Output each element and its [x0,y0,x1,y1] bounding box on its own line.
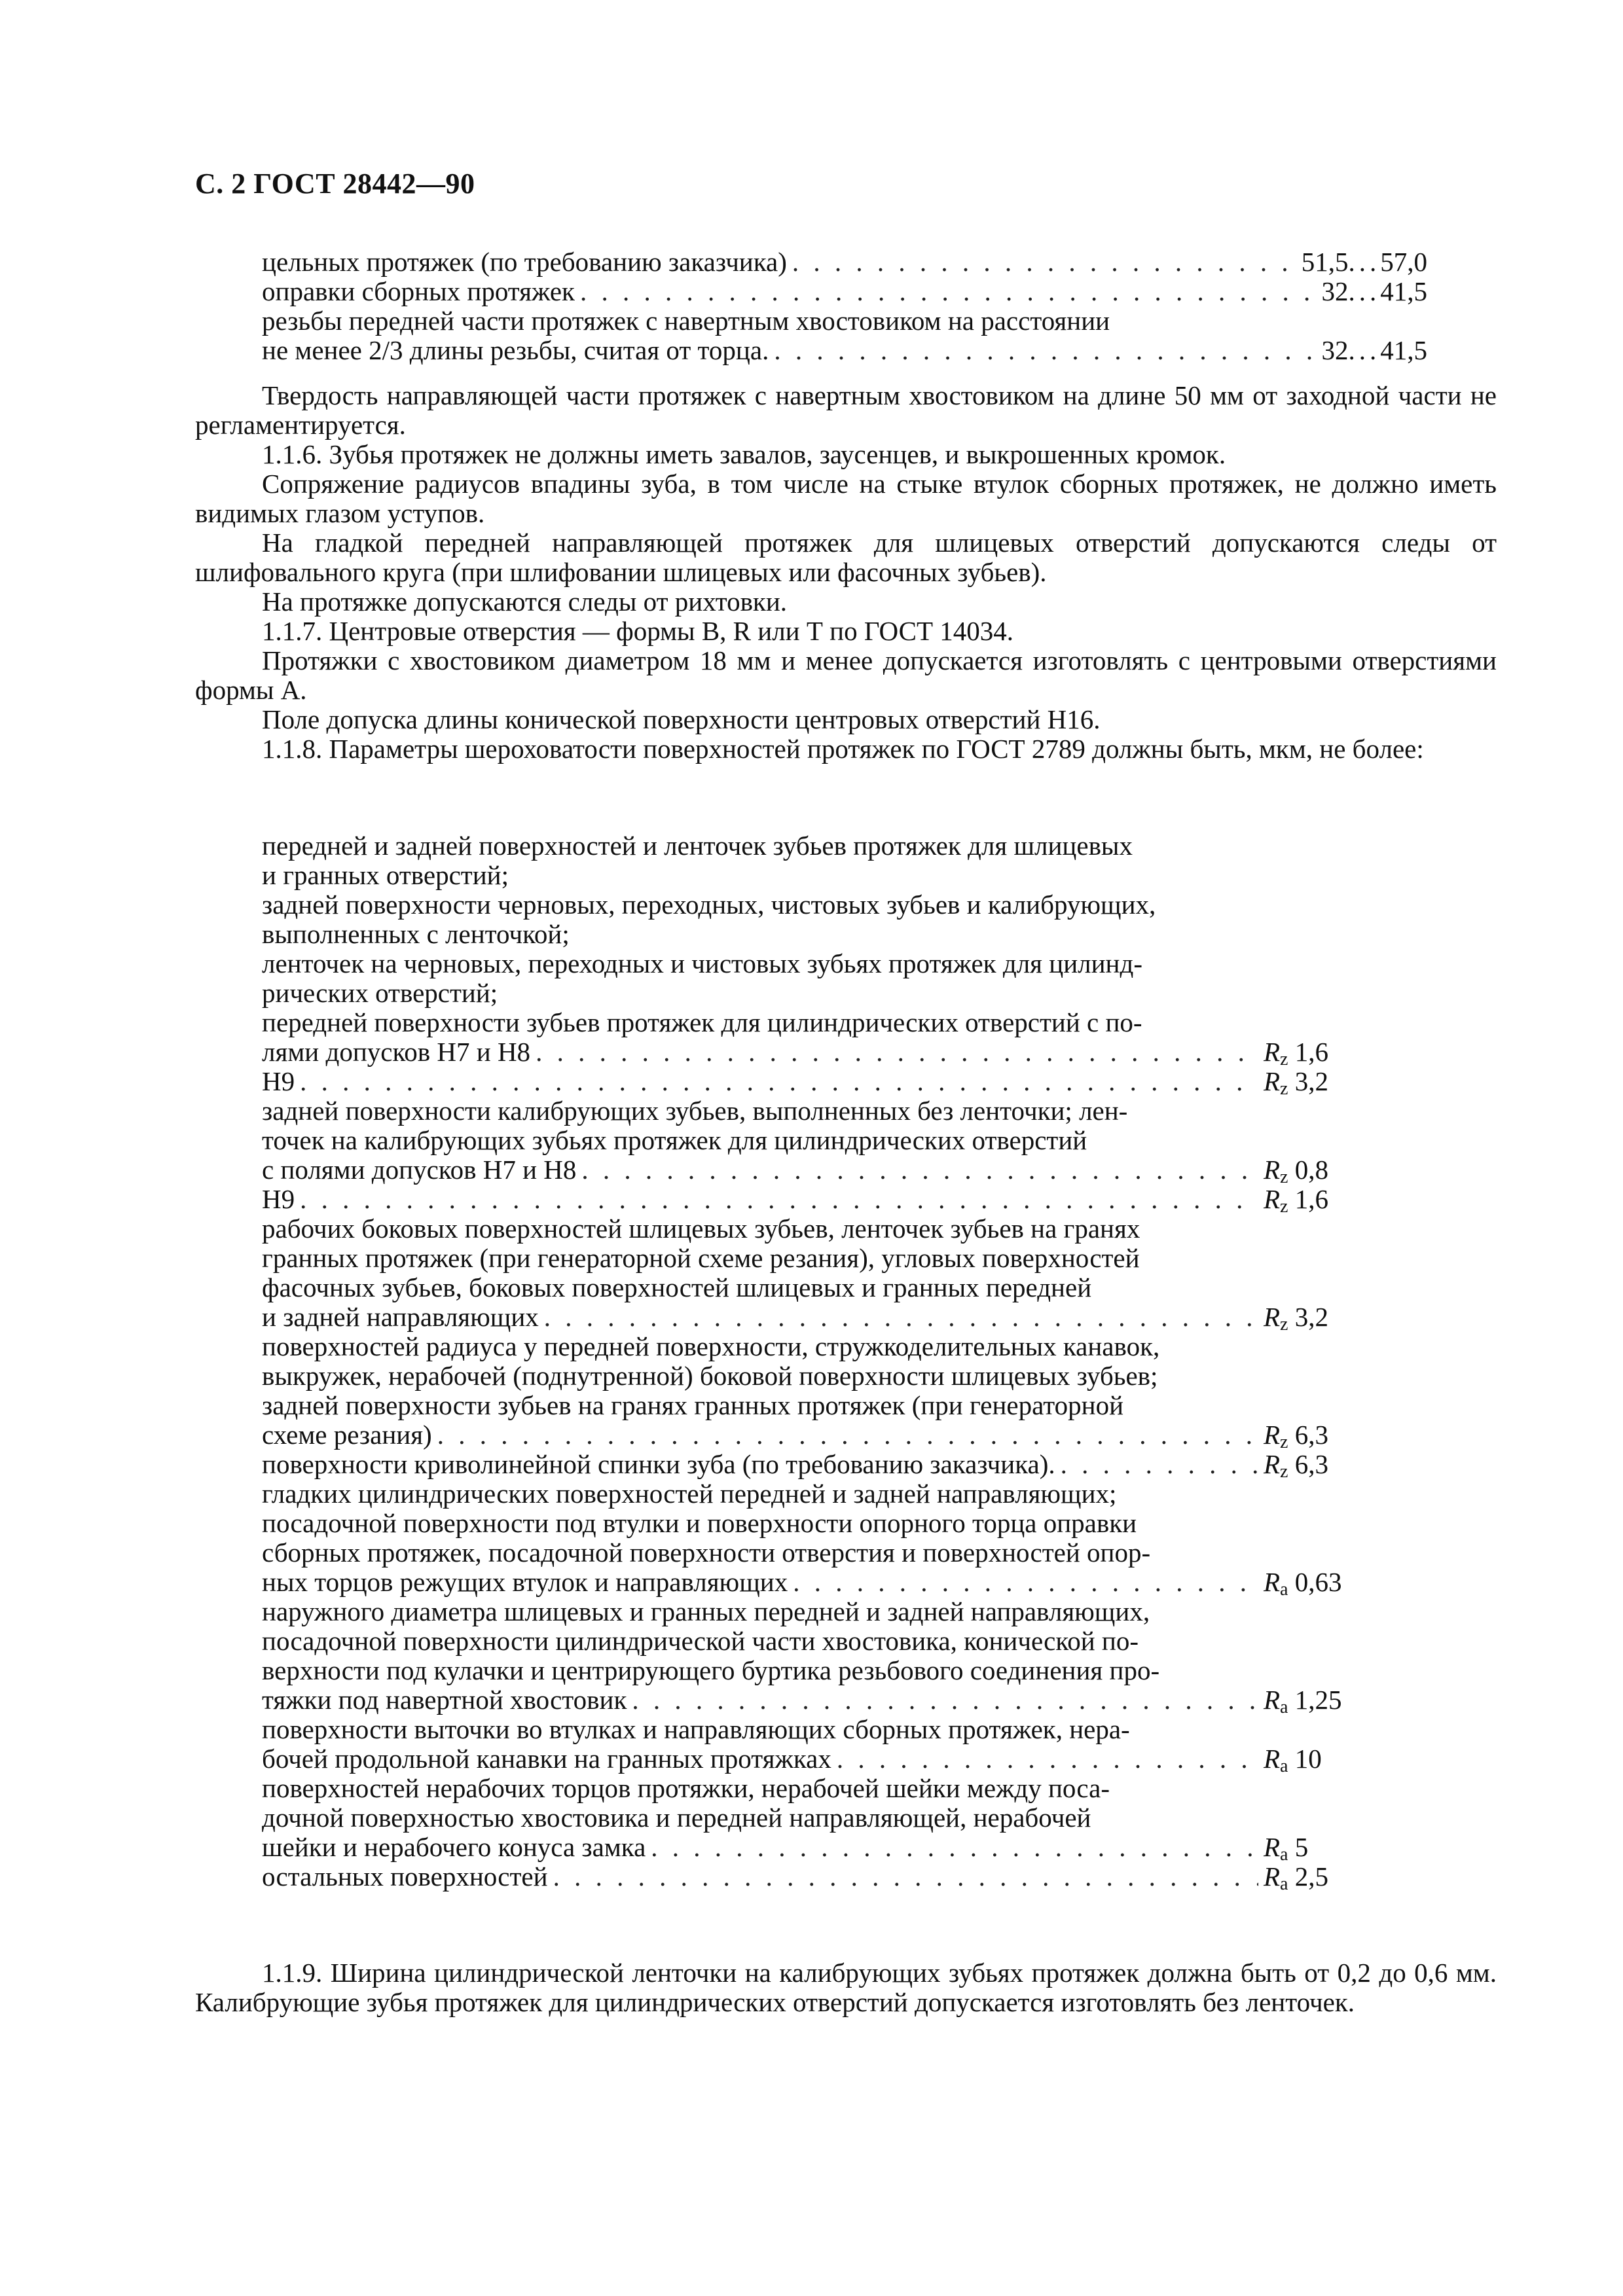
paragraph: 1.1.8. Параметры шероховатости поверхностей протяжек по ГОСТ 2789 должны быть, мкм, не более: [262,734,1424,764]
paragraphs-a [195,381,1497,764]
roughness-number: 5 [1294,1832,1309,1862]
paragraph: 1.1.6. Зубья протяжек не должны иметь завалов, заусенцев, и выкрошенных кромок. [262,439,1226,469]
roughness-text-line: выкружек, нерабочей (поднутренной) боковой поверхности шлицевых зубьев; [262,1361,1158,1391]
roughness-label: Н9 [262,1184,295,1214]
roughness-text-line: поверхностей радиуса у передней поверхности, стружкоделительных канавок, [262,1331,1160,1361]
leader-dots [553,1862,1258,1892]
roughness-text-line: поверхностей нерабочих торцов протяжки, нерабочей шейки между поса- [262,1773,1110,1803]
leader-dots [300,1067,1258,1096]
roughness-param: R [1264,1420,1281,1450]
paragraph: На гладкой передней направляющей протяжек для шлицевых отверстий допускаются следы от шлифовального круга (при шлифовании шлицевых или фасочных зубьев). [195,528,1497,587]
leader-dots [536,1037,1258,1067]
leader-dots [1061,1450,1258,1479]
leader-dots [300,1185,1258,1214]
roughness-row [262,1449,1375,1482]
roughness-param-subscript: a [1280,1697,1288,1717]
roughness-label: схеме резания) [262,1420,432,1450]
range-separator: ... [1348,335,1381,365]
roughness-text-line: точек на калибрующих зубьях протяжек для цилиндрических отверстий [262,1125,1087,1155]
roughness-number: 2,5 [1294,1861,1328,1892]
roughness-param-subscript: z [1280,1079,1288,1099]
hardness-min: 51,5 [1301,247,1349,277]
roughness-label: ных торцов режущих втулок и направляющих [262,1567,788,1597]
hardness-label: цельных протяжек (по требованию заказчика) [262,247,787,277]
roughness-label: и задней направляющих [262,1302,539,1332]
paragraph: На протяжке допускаются следы от рихтовки. [262,586,788,617]
roughness-param: R [1264,1832,1281,1862]
roughness-number: 10 [1294,1744,1322,1774]
paragraph: Сопряжение радиусов впадины зуба, в том числе на стыке втулок сборных протяжек, не должно иметь видимых глазом уступов. [195,469,1497,528]
paragraph: Твердость направляющей части протяжек с навертным хвостовиком на длине 50 мм от заходной части не регламентируется. [195,380,1497,440]
roughness-number: 3,2 [1294,1066,1328,1096]
roughness-param-subscript: a [1280,1844,1288,1865]
roughness-text-line: передней и задней поверхностей и ленточек зубьев протяжек для шлицевых [262,831,1133,861]
leader-dots [544,1302,1258,1332]
roughness-text-line: выполненных с ленточкой; [262,919,570,949]
roughness-label: тяжки под навертной хвостовик [262,1685,627,1715]
roughness-value [1264,1685,1375,1722]
roughness-param-subscript: z [1280,1196,1288,1217]
roughness-label: шейки и нерабочего конуса замка [262,1832,646,1862]
hardness-line: резьбы передней части протяжек с навертным хвостовиком на расстоянии [262,306,1110,336]
roughness-param-subscript: a [1280,1756,1288,1776]
roughness-param: R [1264,1155,1281,1185]
roughness-param: R [1264,1567,1281,1597]
hardness-row [262,277,1427,306]
leader-dots [651,1833,1258,1862]
paragraph: 1.1.9. Ширина цилиндрической ленточки на калибрующих зубьях протяжек должна быть от 0,2 до 0,6 мм. Калибрующие зубья протяжек для цилиндрических отверстий допускается изготовлять без ленточек. [195,1958,1497,2017]
roughness-row [262,1184,1375,1217]
roughness-value [1264,1067,1375,1103]
roughness-text-line: задней поверхности калибрующих зубьев, выполненных без ленточки; лен- [262,1096,1128,1126]
range-separator: ... [1348,247,1381,277]
roughness-param-subscript: z [1280,1462,1288,1482]
roughness-param-subscript: z [1280,1167,1288,1187]
roughness-label: лями допусков Н7 и Н8 [262,1037,531,1067]
roughness-label: остальных поверхностей [262,1861,548,1892]
roughness-text-line: рических отверстий; [262,978,498,1008]
roughness-param: R [1264,1302,1281,1332]
roughness-text-line: задней поверхности зубьев на гранях гранных протяжек (при генераторной [262,1390,1124,1420]
roughness-param-subscript: z [1280,1432,1288,1452]
hardness-row [262,247,1427,277]
roughness-value [1264,1568,1375,1604]
leader-dots [774,336,1316,365]
roughness-number: 3,2 [1294,1302,1328,1332]
paragraph: Поле допуска длины конической поверхности центровых отверстий Н16. [262,704,1101,734]
roughness-param-subscript: z [1280,1314,1288,1335]
roughness-value [1264,1744,1375,1781]
roughness-row [262,1037,1375,1067]
hardness-min: 32 [1321,335,1349,365]
roughness-param: R [1264,1861,1281,1892]
roughness-text-line: посадочной поверхности цилиндрической части хвостовика, конической по- [262,1626,1139,1656]
roughness-row [262,1832,1375,1865]
paragraph: Протяжки с хвостовиком диаметром 18 мм и менее допускается изготовлять с центровыми отверстиями формы А. [195,645,1497,705]
hardness-min: 32 [1321,276,1349,306]
roughness-text-line: передней поверхности зубьев протяжек для цилиндрических отверстий с по- [262,1007,1142,1037]
roughness-text-line: задней поверхности черновых, переходных, чистовых зубьев и калибрующих, [262,889,1156,920]
leader-dots [632,1685,1258,1715]
roughness-value [1264,1862,1375,1899]
roughness-row [262,1420,1375,1450]
roughness-text-line: ленточек на черновых, переходных и чистовых зубьях протяжек для цилинд- [262,948,1143,978]
paragraph-final [195,1958,1497,2017]
roughness-number: 1,6 [1294,1184,1328,1214]
hardness-label: оправки сборных протяжек [262,276,575,306]
roughness-param: R [1264,1744,1281,1774]
roughness-param-subscript: a [1280,1874,1288,1894]
hardness-list [262,247,1427,365]
roughness-row [262,1567,1375,1600]
roughness-param-subscript: z [1280,1049,1288,1069]
roughness-row [262,1744,1375,1774]
hardness-label: не менее 2/3 длины резьбы, считая от торца. [262,335,769,365]
roughness-value [1264,1185,1375,1221]
roughness-label: Н9 [262,1066,295,1096]
roughness-number: 6,3 [1294,1449,1328,1479]
roughness-text-line: и гранных отверстий; [262,860,509,890]
roughness-text-line: рабочих боковых поверхностей шлицевых зубьев, ленточек зубьев на гранях [262,1213,1140,1244]
leader-dots [580,277,1317,306]
leader-dots [581,1155,1258,1185]
roughness-param: R [1264,1449,1281,1479]
range-separator: ... [1348,276,1381,306]
roughness-param: R [1264,1685,1281,1715]
roughness-text-line: наружного диаметра шлицевых и гранных передней и задней направляющих, [262,1596,1150,1626]
roughness-text-line: сборных протяжек, посадочной поверхности отверстия и поверхностей опор- [262,1537,1151,1568]
roughness-param: R [1264,1184,1281,1214]
roughness-param-subscript: a [1280,1579,1288,1600]
hardness-row [262,336,1427,365]
roughness-param: R [1264,1037,1281,1067]
roughness-param: R [1264,1066,1281,1096]
roughness-row [262,1155,1375,1185]
roughness-label: поверхности криволинейной спинки зуба (по требованию заказчика). [262,1449,1055,1479]
roughness-text-line: гранных протяжек (при генераторной схеме резания), угловых поверхностей [262,1243,1140,1273]
leader-dots [437,1420,1258,1450]
roughness-row [262,1302,1375,1335]
leader-dots [793,1568,1258,1597]
roughness-list [262,831,1375,1892]
roughness-label: бочей продольной канавки на гранных протяжках [262,1744,831,1774]
hardness-max: 57,0 [1380,247,1427,277]
hardness-max: 41,5 [1380,335,1427,365]
leader-dots [792,247,1296,277]
roughness-number: 6,3 [1294,1420,1328,1450]
roughness-row [262,1862,1375,1892]
paragraph: 1.1.7. Центровые отверстия — формы В, R или Т по ГОСТ 14034. [262,616,1014,646]
roughness-text-line: верхности под кулачки и центрирующего буртика резьбового соединения про- [262,1655,1160,1685]
roughness-number: 0,8 [1294,1155,1328,1185]
page-header: С. 2 ГОСТ 28442—90 [195,168,475,200]
roughness-text-line: посадочной поверхности под втулки и поверхности опорного торца оправки [262,1508,1137,1538]
hardness-max: 41,5 [1380,276,1427,306]
roughness-number: 0,63 [1294,1567,1342,1597]
roughness-text-line: фасочных зубьев, боковых поверхностей шлицевых и гранных передней [262,1272,1092,1302]
roughness-text-line: дочной поверхностью хвостовика и передней направляющей, нерабочей [262,1803,1091,1833]
roughness-value [1264,1450,1375,1486]
roughness-number: 1,25 [1294,1685,1342,1715]
roughness-text-line: гладких цилиндрических поверхностей передней и задней направляющих; [262,1479,1117,1509]
leader-dots [837,1744,1258,1774]
roughness-row [262,1685,1375,1715]
roughness-value [1264,1302,1375,1339]
roughness-text-line: поверхности выточки во втулках и направляющих сборных протяжек, нера- [262,1714,1130,1744]
roughness-row [262,1066,1375,1099]
roughness-number: 1,6 [1294,1037,1328,1067]
roughness-label: с полями допусков Н7 и Н8 [262,1155,577,1185]
